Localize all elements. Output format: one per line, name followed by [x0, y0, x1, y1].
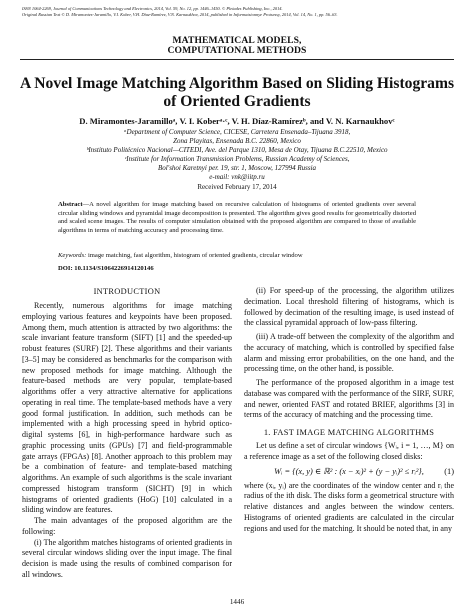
section-1-heading: 1. FAST IMAGE MATCHING ALGORITHMS	[263, 428, 435, 437]
keywords-label: Keywords:	[58, 252, 87, 259]
windows-definition-paragraph: Let us define a set of circular windows {Wᵢ, i = 1, …, M} on a reference image as a set of the following closed disks:	[244, 441, 454, 461]
right-column	[244, 286, 454, 534]
received-date: Received February 17, 2014	[197, 183, 277, 191]
contact-email: e-mail: vnk@iitp.ru	[209, 173, 265, 181]
section-title-line-2: COMPUTATIONAL METHODS	[167, 45, 307, 56]
affiliation-a-line-2: Zona Playitas, Ensenada B.C. 22860, Mexico	[173, 137, 301, 145]
affiliation-c-line-2: Bol'shoi Karetnyi per. 19, str. 1, Moscow, 127994 Russia	[157, 164, 317, 172]
intro-paragraph-2: The main advantages of the proposed algorithm are the following:	[22, 516, 232, 536]
intro-paragraph-1: Recently, numerous algorithms for image matching employing various features and keypoints have been proposed. Among them, much attention is attracted by two algorithms: the scale invariant feature transform (SIFT) [1] and the speeded-up robust features (SURF) [2]. These algorithms and their variants [3–5] may be considered as benchmarks for the comparison with new proposed methods for image matching. Although the feature-based methods are very popular, template-based algorithms offer a very attractive alternative for applications operating in real time. The template-based methods have a very good formal justification. In addition, such methods can be implemented with a high processing speed in hybrid optico-digital systems [6], in high-performance hardware such as graphic processing units (GPUs) [7] and field-programmable gate arrays (FPGAs) [8]. Another approach to this problem may be a combination of feature- and template-based matching algorithms. An example of such algorithms is the scale invariant compressed histogram transform (SICHT) [9] in which histograms of oriented gradients (HoG) [10] calculated in a sliding window are features.	[22, 301, 232, 515]
intro-paragraph-3: (i) The algorithm matches histograms of oriented gradients in several circular windows sliding over the input image. The final decision is made using the results of combined comparison for all windows.	[22, 537, 232, 579]
section-title-line-1: MATHEMATICAL MODELS,	[172, 35, 302, 46]
section-rule	[20, 59, 454, 60]
affiliation-c-line-1: ᶜInstitute for Information Transmission Problems, Russian Academy of Sciences,	[124, 155, 350, 163]
affiliation-b: ᵇInstituto Politécnico Nacional—CITEDI, Ave. del Parque 1310, Mesa de Otay, Tijuana B.C.22510, Mexico	[86, 146, 388, 154]
equation-1	[244, 465, 454, 479]
author-list: D. Miramontes-Jaramilloᵃ, V. I. Koberᵃ·ᶜ, V. H. Díaz-Ramírezᵇ, and V. N. Karnaukhovᶜ	[79, 116, 395, 126]
affiliation-a-line-1: ᵃDepartment of Computer Science, CICESE, Carretera Ensenada–Tijuana 3918,	[123, 128, 351, 136]
advantage-iii-paragraph: (iii) A trade-off between the complexity of the algorithm and the accuracy of matching, which is controlled by specified false alarm and missing error probabilities, on the one hand, and the processing time, on the other hand, is possible.	[244, 332, 454, 374]
keywords-text: image matching, fast algorithm, histogram of oriented gradients, circular window	[86, 252, 303, 259]
advantage-ii-paragraph: (ii) For speed-up of the processing, the algorithm utilizes decimation. Local threshold filtering of histograms, which is followed by decimation of the resulting image, is used instead of the classical pyramidal approach of low-pass filtering.	[244, 286, 454, 328]
keywords	[58, 252, 416, 261]
journal-header-line-1: ISSN 1064-2269, Journal of Communications Technology and Electronics, 2014, Vol. 59, No. 12, pp. 1446–1450. © Pleiades Publishing, Inc., 2014.	[22, 6, 283, 11]
abstract-text: —A novel algorithm for image matching based on recursive calculation of histograms of oriented gradients over several circular sliding windows and pyramidal image decomposition is presented. The algorithm gives good results for geometrically distorted and scaled scene images. The results of computer simulation obtained with the proposed algorithm are compared to those of available algorithms in terms of matching accuracy and processing time.	[58, 201, 416, 234]
journal-header-line-2: Original Russian Text © D. Miramontes-Jaramillo, V.I. Kober, V.H. Díaz-Ramírez, V.N. Karnaukhov, 2014, published in Informatsionnye Protsessy, 2014, Vol. 14, No. 1, pp. 56–63.	[22, 12, 338, 17]
introduction-heading: INTRODUCTION	[93, 287, 161, 296]
windows-explanation-paragraph: where (xᵢ, yᵢ) are the coordinates of the window center and rᵢ the radius of the ith disk. The disks form a geometrical structure with relative distances and angles between the window centers. Histograms of oriented gradients are calculated in the circular regions and used for the matching. It should be noted that, in any	[244, 480, 454, 533]
paper-title-line-2: of Oriented Gradients	[163, 93, 311, 110]
doi: DOI: 10.1134/S1064226914120146	[58, 265, 154, 272]
abstract-label: Abstract	[58, 201, 83, 208]
equation-1-formula: Wᵢ = {(x, y) ∈ ℝ² : (x − xᵢ)² + (y − yᵢ)² ≤ rᵢ²},	[274, 466, 424, 476]
left-column	[22, 286, 232, 581]
abstract	[58, 201, 416, 235]
page-number: 1446	[229, 598, 245, 606]
equation-1-number: (1)	[444, 466, 454, 476]
paper-title-line-1: A Novel Image Matching Algorithm Based on Sliding Histograms	[19, 75, 455, 92]
performance-paragraph: The performance of the proposed algorithm in a image test database was compared with the performance of the SIRF, SURF, and newer, oriented FAST and rotated BRIEF, algorithms [3] in terms of the accuracy of matching and the processing time.	[244, 378, 454, 420]
